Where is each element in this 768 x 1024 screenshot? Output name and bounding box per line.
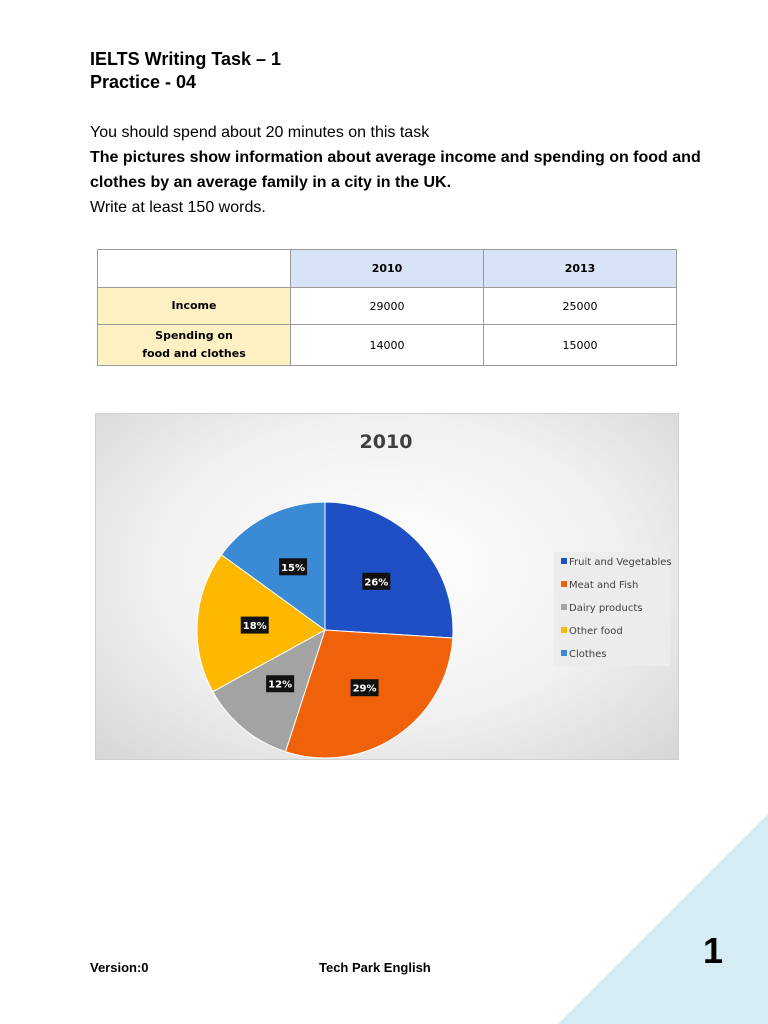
- legend-swatch: [561, 558, 567, 564]
- row-header-income: Income: [98, 288, 291, 325]
- task-prompt: The pictures show information about average income and spending on food and clothes by an average family in a city in the UK.: [90, 149, 701, 191]
- page-header: [90, 48, 281, 94]
- column-header-2013: 2013: [484, 250, 677, 288]
- word-count-instruction: Write at least 150 words.: [90, 199, 266, 216]
- practice-number: Practice - 04: [90, 72, 197, 92]
- slice-label: 26%: [364, 577, 389, 589]
- table-cell: 29000: [291, 288, 484, 325]
- page-number: 1: [703, 930, 724, 971]
- slice-label: 12%: [268, 679, 293, 691]
- chart-title: 2010: [359, 431, 413, 453]
- pie-slice: [325, 502, 453, 638]
- slice-label: 29%: [352, 683, 377, 695]
- legend-swatch: [561, 627, 567, 633]
- legend-entry: Dairy products: [569, 603, 643, 614]
- task-title: IELTS Writing Task – 1: [90, 49, 282, 69]
- legend-entry: Fruit and Vegetables: [569, 557, 672, 568]
- income-spending-table: [97, 249, 677, 366]
- table-cell: 14000: [291, 325, 484, 366]
- table-row: [98, 325, 677, 366]
- table-cell: 25000: [484, 288, 677, 325]
- legend-swatch: [561, 604, 567, 610]
- table-corner-cell: [98, 250, 291, 288]
- table-row: [98, 288, 677, 325]
- table-header-row: [98, 250, 677, 288]
- slice-label: 18%: [242, 621, 267, 633]
- column-header-2010: 2010: [291, 250, 484, 288]
- time-instruction: You should spend about 20 minutes on this task: [90, 124, 430, 141]
- table-cell: 15000: [484, 325, 677, 366]
- legend-entry: Other food: [569, 626, 623, 637]
- legend-entry: Meat and Fish: [569, 580, 639, 591]
- slice-label: 15%: [281, 562, 306, 574]
- pie-chart-svg: [96, 414, 680, 761]
- row-header-spending: [98, 325, 291, 366]
- task-instructions: [90, 120, 710, 220]
- footer-version: Version:0: [90, 960, 149, 975]
- legend-swatch: [561, 650, 567, 656]
- legend-entry: Clothes: [569, 649, 607, 660]
- pie-chart-2010: [95, 413, 679, 760]
- legend-swatch: [561, 581, 567, 587]
- corner-decoration: [558, 814, 768, 1024]
- row-header-line: Spending on: [155, 329, 233, 342]
- footer-brand: Tech Park English: [319, 960, 431, 975]
- row-header-line: food and clothes: [142, 347, 246, 360]
